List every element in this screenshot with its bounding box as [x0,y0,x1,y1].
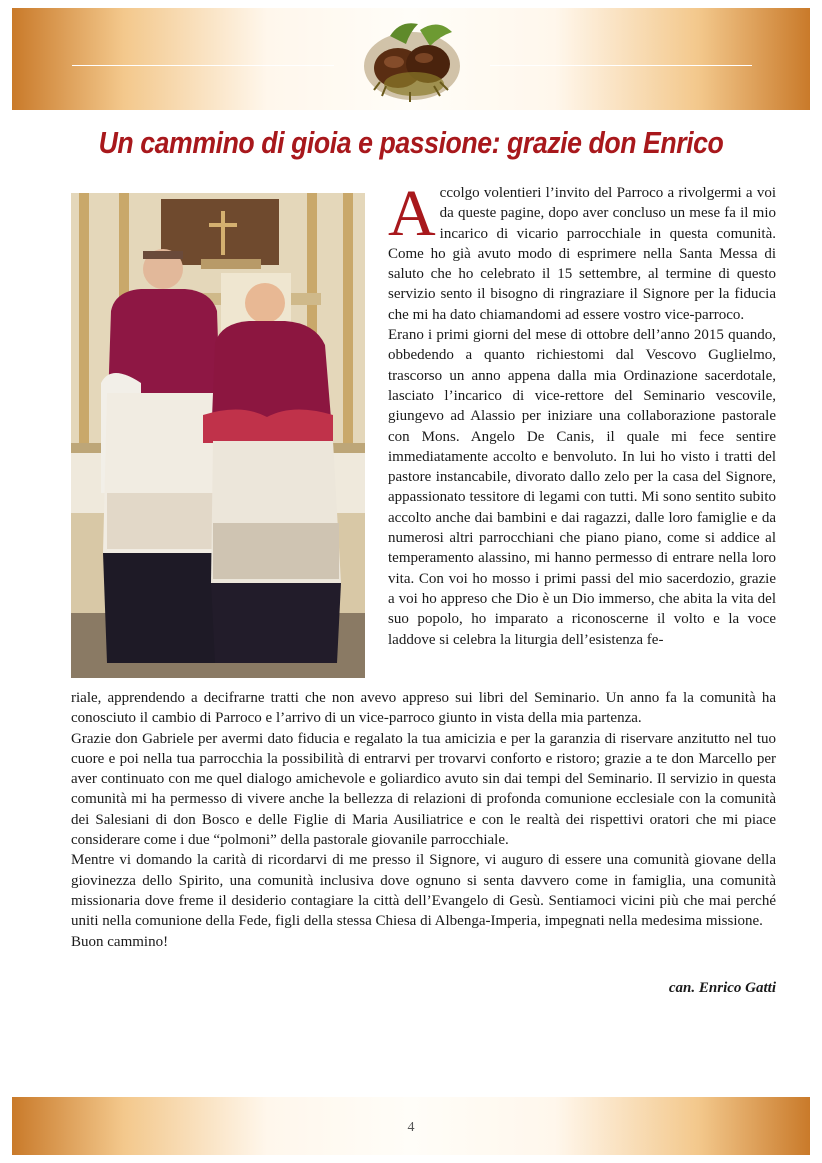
drop-cap: A [388,177,436,250]
paragraph-ottobre: Erano i primi giorni del mese di ottobre dell’anno 2015 quando, obbedendo a quanto richiestomi dal Vescovo Guglielmo, trascorso un anno appena dalla mia Ordinazione sacerdotale, lasciato l’incarico di vice-rettore del Seminario vescovile, giungevo ad Alassio per iniziare una collaborazione pastorale con Mons. Angelo De Canis, il quale mi fece sentire immediatamente accolto e benvoluto. In lui ho visto i tratti del pastore instancabile, divorato dallo zelo per la casa del Signore, appassionato tessitore di legami con tutti. Mi sono sentito subito accolto anche dai bambini e dai ragazzi, dalle loro famiglie e da numerosi altri parrocchiani che piano piano, come si addice al temperamento alassino, mi hanno permesso di entrare nella loro vita. Con voi ho mosso i primi passi del mio sacerdozio, grazie a voi ho appreso che Dio è un Dio immerso, che abita la vita del suo popolo, ho imparato a riconoscerne il volto e la voce laddove si celebra la liturgia dell’esistenza fe- [388,327,776,648]
author-signature: can. Enrico Gatti [668,980,776,996]
article-column [388,177,776,650]
paragraph-saluto: Mentre vi domando la carità di ricordarvi di me presso il Signore, vi auguro di essere una comunità giovane della giovinezza dello Spirito, una comunità inclusiva dove ognuno si senta davvero come in famiglia, una comunità missionaria dove freme il desiderio contagiare la città dell’Evangelo di Gesù. Sentiamoci vicini più che mai perché uniti nella comunione della Fede, figli della stessa Chiesa di Albenga-Imperia, impegnati nella medesima missione. [71,852,776,930]
page-number: 4 [407,1120,415,1135]
paragraph-intro-text: ccolgo volentieri l’invito del Parroco a rivolgermi a voi da queste pagine, dopo aver concluso un mese fa il mio incarico di vicario parrocchiale in questa comunità. Come ho già avuto modo di esprimere nella Santa Messa di saluto che ho celebrato il 15 settembre, al termine di questo servizio sento il bisogno di ringraziare il Signore per la fiducia che mi ha dato chiamandomi ad essere vostro vice-parroco. [388,185,776,323]
header-rule-right [490,65,752,66]
paragraph-intro [388,177,776,325]
paragraph-buon-cammino: Buon cammino! [71,933,169,950]
header-rule-left [72,65,334,66]
photo-two-priests [71,193,365,678]
article-full-width [71,688,776,952]
page-title: Un cammino di gioia e passione: grazie don Enrico [98,125,724,160]
paragraph-grazie: Grazie don Gabriele per avermi dato fiducia e regalato la tua amicizia e per la garanzia di riservare anzitutto nel tuo cuore e poi nella tua parrocchia la possibilità di entrarvi per trovarvi conforto e ristoro; grazie a te don Marcello per aver continuato con me quel dialogo amichevole e goliardico avuto sin dai tempi del Seminario. Il servizio in questa comunità mi ha permesso di vivere anche la bellezza di relazioni di profonda comunione ecclesiale con la comunità dei Salesiani di don Bosco e delle Figlie di Maria Ausiliatrice e con le realtà dei rispettivi oratori che mi piace considerare come i due “polmoni” della pastorale giovanile parrocchiale. [71,730,776,849]
chestnut-icon [360,14,464,104]
paragraph-ottobre-continued: riale, apprendendo a decifrarne tratti che non avevo appreso sui libri del Seminario. Un anno fa la comunità ha conosciuto il cambio di Parroco e l’arrivo di un vice-parroco giunto in vista della mia partenza. [71,690,776,727]
